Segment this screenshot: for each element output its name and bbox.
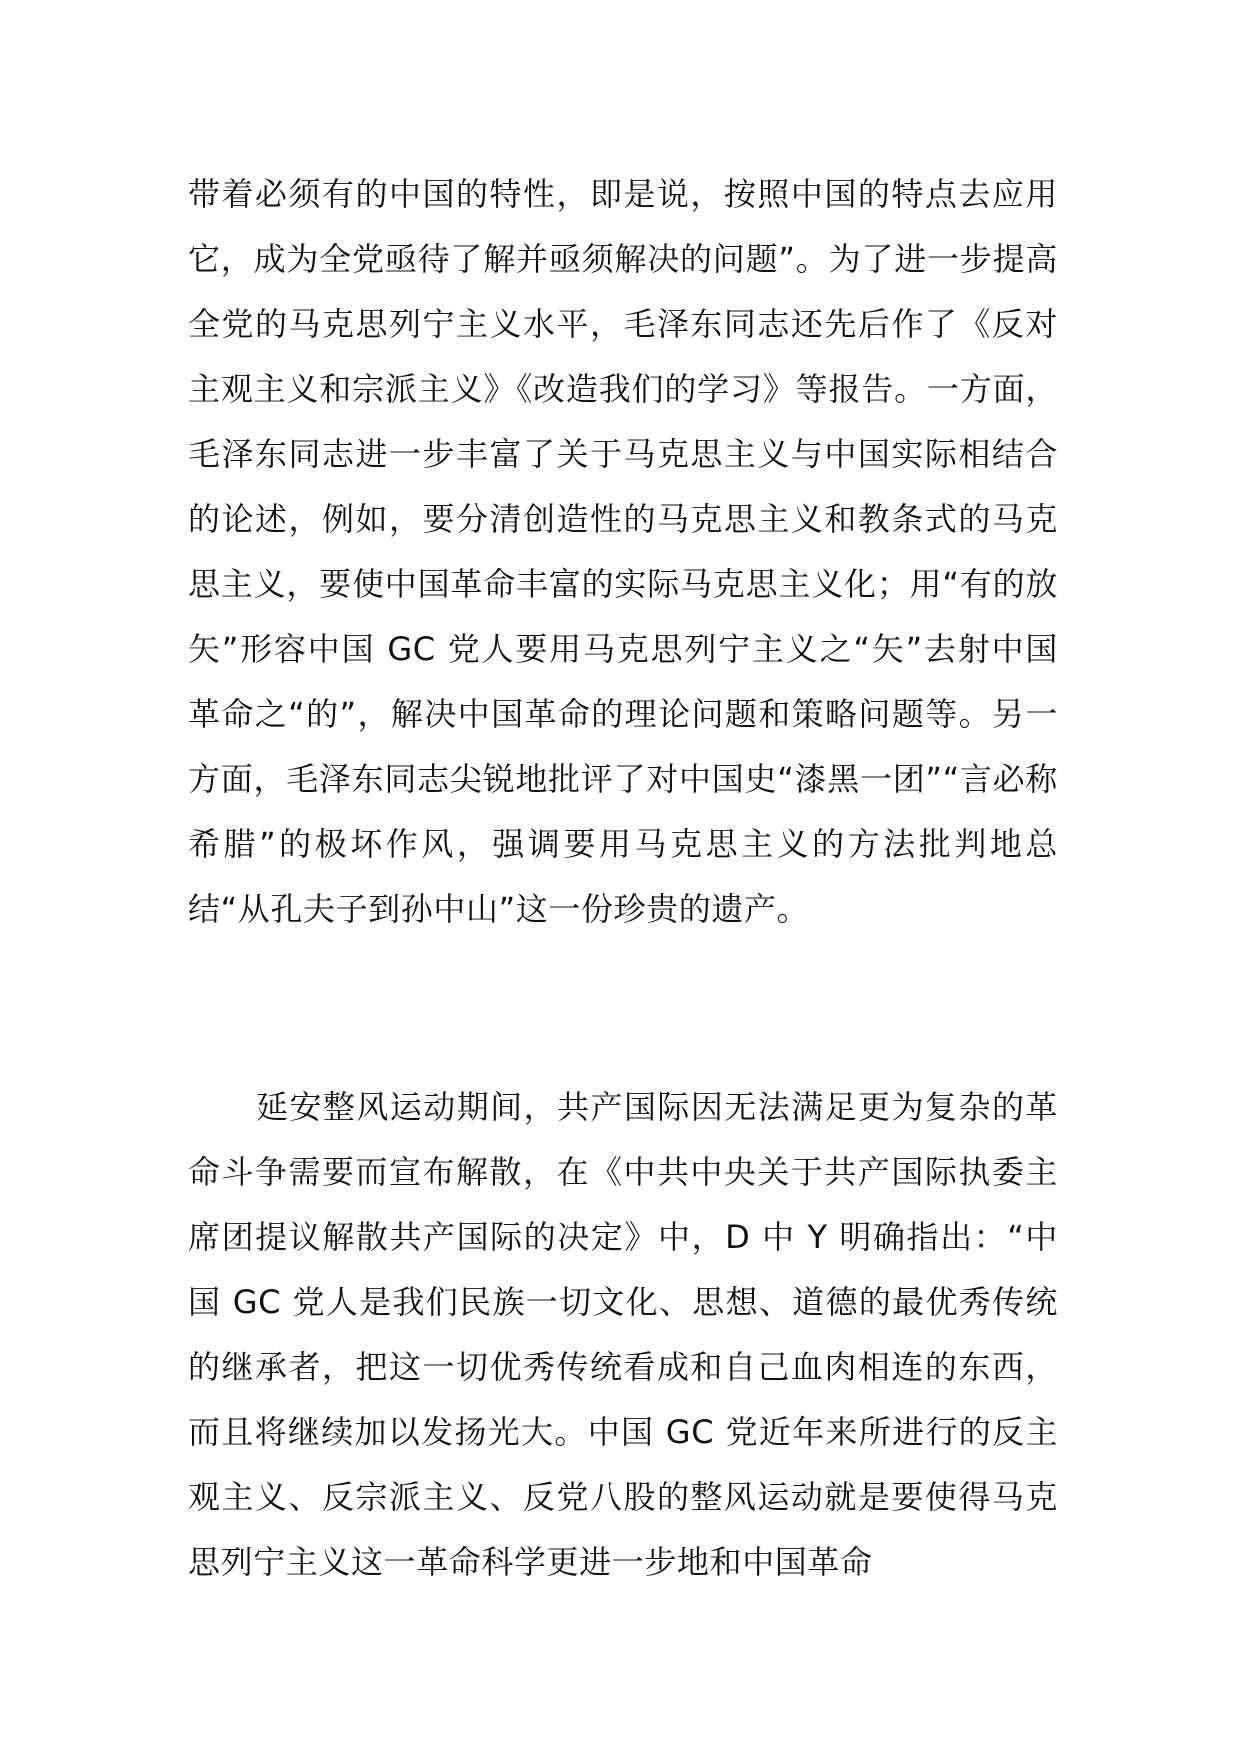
paragraph-text: 延安整风运动期间，共产国际因无法满足更为复杂的革命斗争需要而宣布解散，在《中共中央关于共产国际执委主席团提议解散共产国际的决定》中，D 中 Y 明确指出：“中国 GC 党人是我们民族一切文化、思想、道德的最优秀传统的继承者，把这一切优秀传统看成和自己血肉相连的东西，而且将继续加以发扬光大。中国 GC 党近年来所进行的反主观主义、反宗派主义、反党八股的整风运动就是要使得马克思列宁主义这一革命科学更进一步地和中国革命 bbox=[188, 1088, 1058, 1581]
paragraph-yanan-rectification bbox=[188, 1075, 1058, 1595]
paragraph-continuation bbox=[188, 162, 1058, 942]
paragraph-text: 带着必须有的中国的特性，即是说，按照中国的特点去应用它，成为全党亟待了解并亟须解决的问题”。为了进一步提高全党的马克思列宁主义水平，毛泽东同志还先后作了《反对主观主义和宗派主义》《改造我们的学习》等报告。一方面，毛泽东同志进一步丰富了关于马克思主义与中国实际相结合的论述，例如，要分清创造性的马克思主义和教条式的马克思主义，要使中国革命丰富的实际马克思主义化；用“有的放矢”形容中国 GC 党人要用马克思列宁主义之“矢”去射中国革命之“的”，解决中国革命的理论问题和策略问题等。另一方面，毛泽东同志尖锐地批评了对中国史“漆黑一团”“言必称希腊”的极坏作风，强调要用马克思主义的方法批判地总结“从孔夫子到孙中山”这一份珍贵的遗产。 bbox=[188, 175, 1058, 928]
